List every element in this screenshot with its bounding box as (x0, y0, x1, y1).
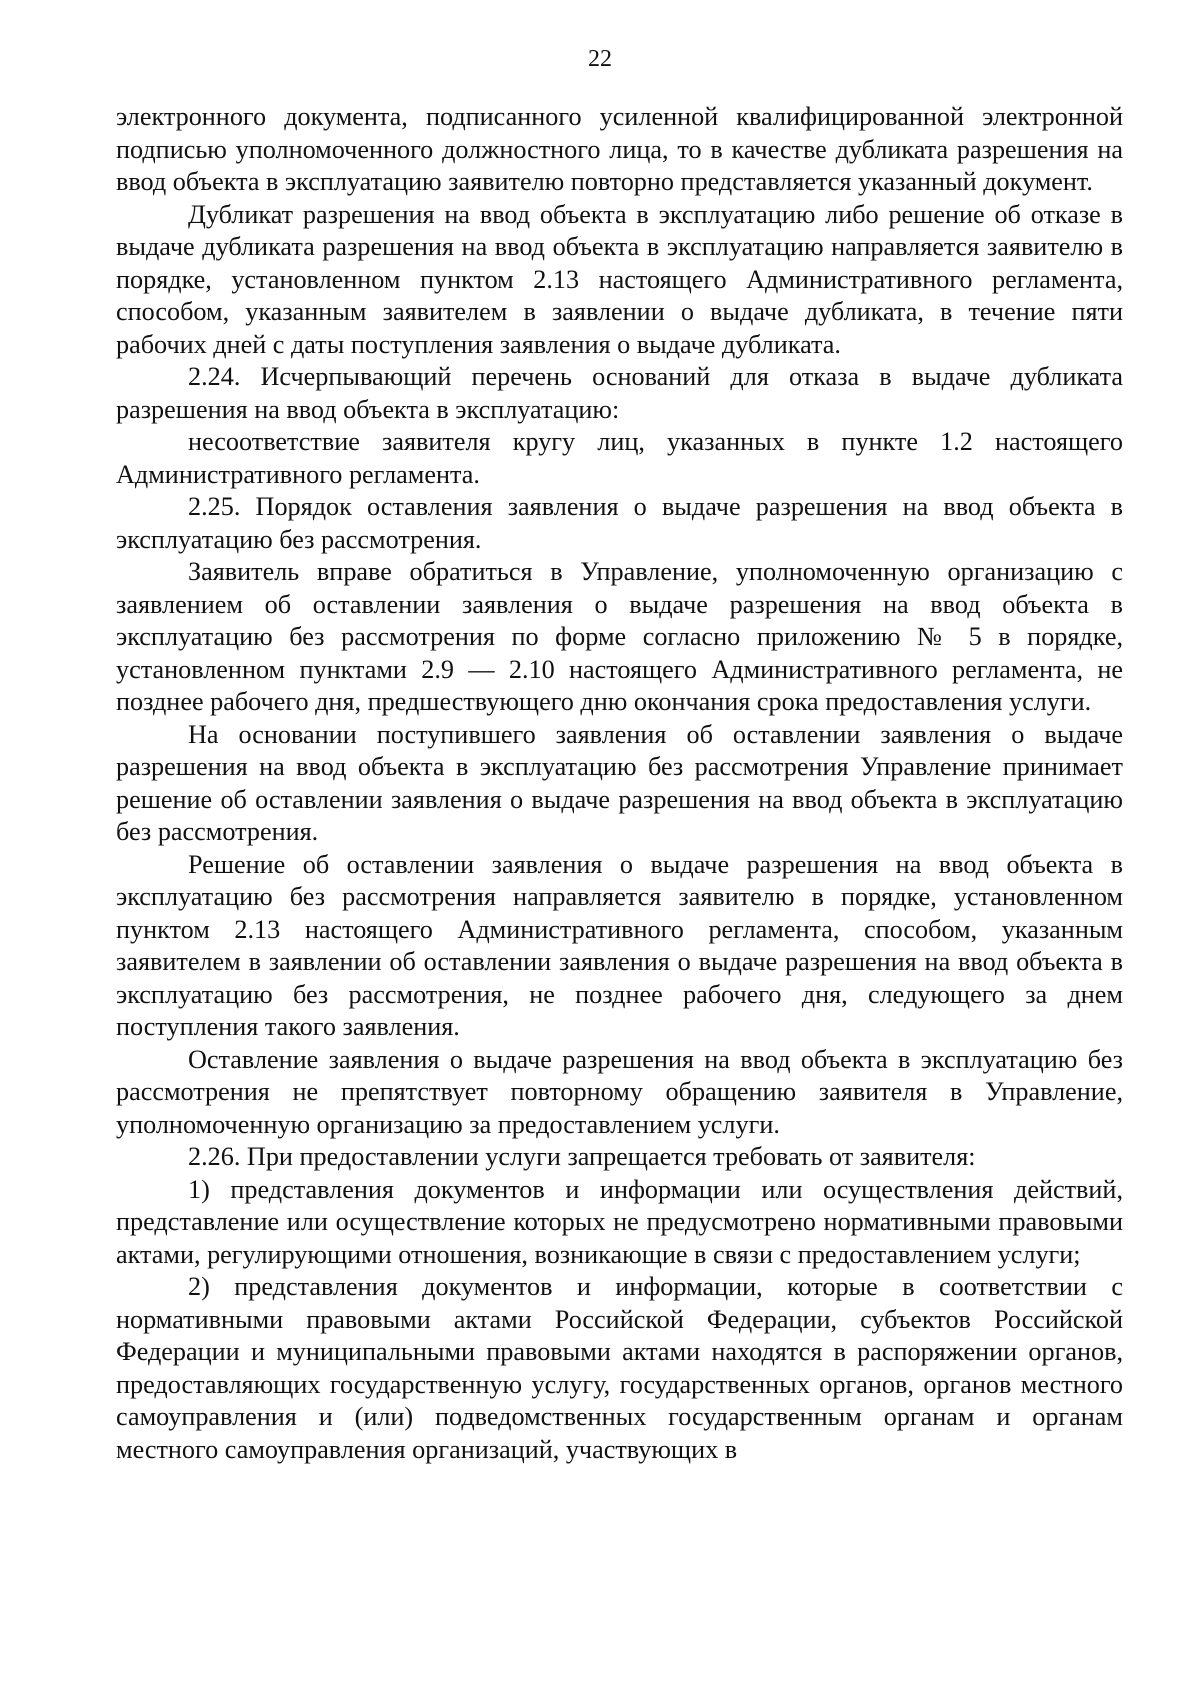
paragraph-decision-basis: На основании поступившего заявления об оставлении заявления о выдаче разрешения на ввод объекта в эксплуатацию без рассмотрения Управление принимает решение об оставлении заявления о выдаче разрешения на ввод объекта в эксплуатацию без рассмотрения. (116, 719, 1123, 846)
paragraph-item-1: 1) представления документов и информации или осуществления действий, представление или осуществление которых не предусмотрено нормативными правовыми актами, регулирующими отношения, возникающие в связи с предоставлением услуги; (116, 1174, 1123, 1269)
document-body (116, 101, 1123, 1466)
paragraph-item-2: 2) представления документов и информации, которые в соответствии с нормативными правовыми актами Российской Федерации, субъектов Российской Федерации и муниципальными правовыми актами находятся в распоряжении органов, предоставляющих государственную услугу, государственных органов, органов местного самоуправления и (или) подведомственных государственным органам и органам местного самоуправления организаций, участвующих в (116, 1272, 1123, 1464)
paragraph-applicant-right: Заявитель вправе обратиться в Управление, уполномоченную организацию с заявлением об оставлении заявления о выдаче разрешения на ввод объекта в эксплуатацию без рассмотрения по форме согласно приложению № 5 в порядке, установленном пунктами 2.9 — 2.10 настоящего Административного регламента, не позднее рабочего дня, предшествующего дню окончания срока предоставления услуги. (116, 557, 1123, 716)
paragraph-no-obstacle: Оставление заявления о выдаче разрешения на ввод объекта в эксплуатацию без рассмотрения не препятствует повторному обращению заявителя в Управление, уполномоченную организацию за предоставлением услуги. (116, 1044, 1123, 1139)
paragraph-2-25: 2.25. Порядок оставления заявления о выдаче разрешения на ввод объекта в эксплуатацию без рассмотрения. (116, 492, 1123, 554)
paragraph-duplicate-delivery: Дубликат разрешения на ввод объекта в эксплуатацию либо решение об отказе в выдаче дубликата разрешения на ввод объекта в эксплуатацию направляется заявителю в порядке, установленном пунктом 2.13 настоящего Административного регламента, способом, указанным заявителем в заявлении о выдаче дубликата, в течение пяти рабочих дней с даты поступления заявления о выдаче дубликата. (116, 199, 1123, 359)
paragraph-2-24: 2.24. Исчерпывающий перечень оснований для отказа в выдаче дубликата разрешения на ввод объекта в эксплуатацию: (116, 362, 1123, 424)
paragraph-refusal-ground: несоответствие заявителя кругу лиц, указанных в пункте 1.2 настоящего Административного регламента. (116, 427, 1123, 489)
paragraph-2-26: 2.26. При предоставлении услуги запрещается требовать от заявителя: (188, 1142, 976, 1171)
paragraph-continuation: электронного документа, подписанного усиленной квалифицированной электронной подписью уполномоченного должностного лица, то в качестве дубликата разрешения на ввод объекта в эксплуатацию заявителю повторно представляется указанный документ. (116, 102, 1123, 196)
paragraph-decision-delivery: Решение об оставлении заявления о выдаче разрешения на ввод объекта в эксплуатацию без рассмотрения направляется заявителю в порядке, установленном пунктом 2.13 настоящего Административного регламента, способом, указанным заявителем в заявлении об оставлении заявления о выдаче разрешения на ввод объекта в эксплуатацию без рассмотрения, не позднее рабочего дня, следующего за днем поступления такого заявления. (116, 849, 1123, 1041)
page-number: 22 (588, 46, 612, 72)
